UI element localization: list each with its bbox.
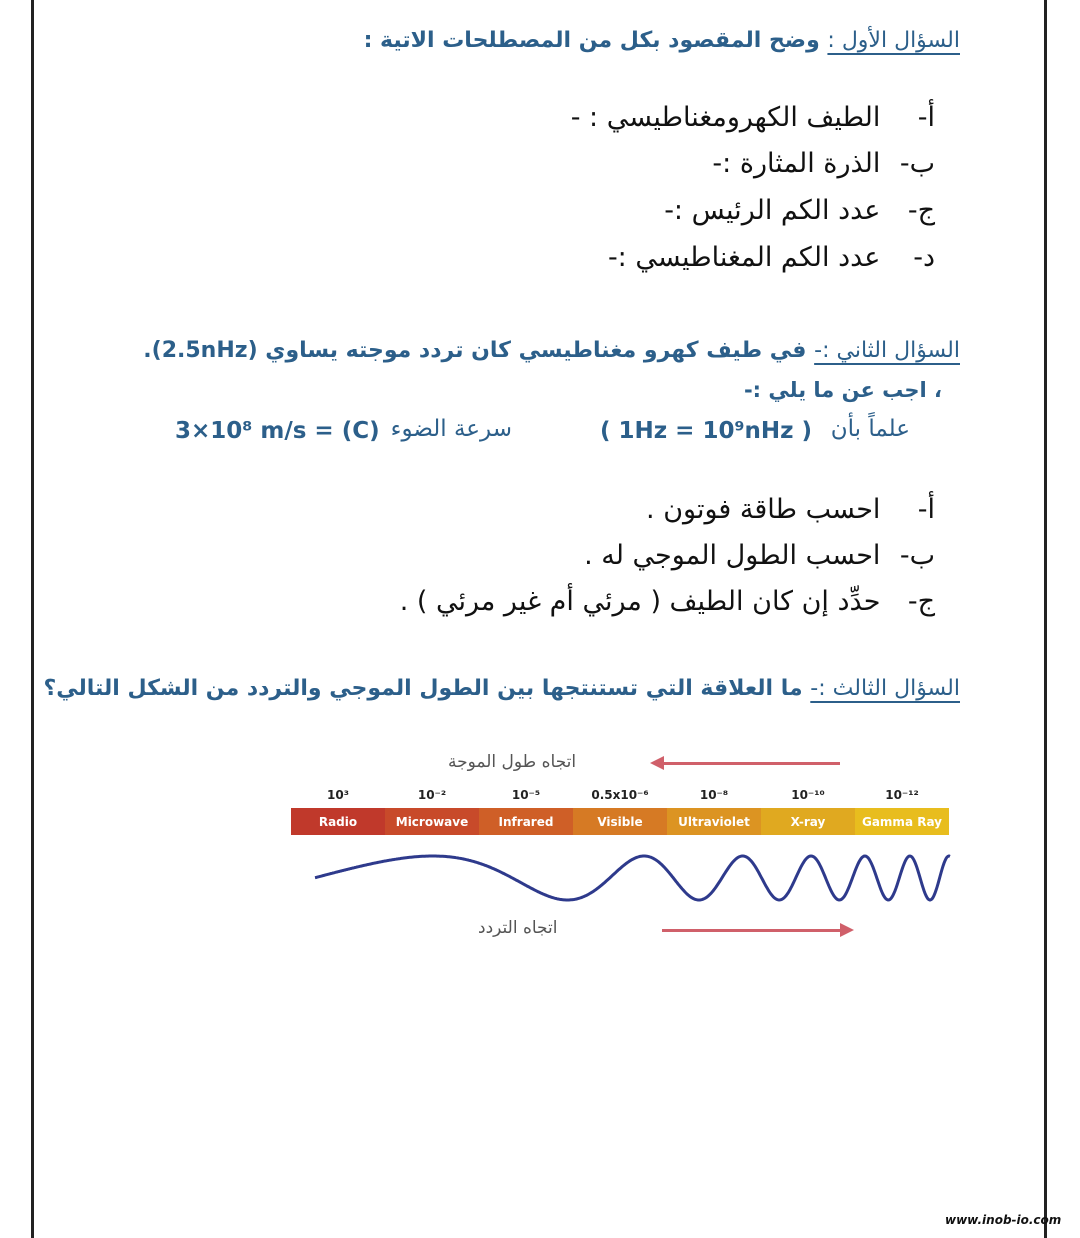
q1-item-text: الطيف الكهرومغناطيسي : -: [570, 102, 881, 133]
q2-item-c: [400, 586, 935, 617]
q1-label: السؤال الأول :: [827, 28, 960, 53]
wave-line: [315, 856, 950, 900]
band-visible: Visible: [573, 808, 667, 835]
q1-item-text: عدد الكم الرئيس :-: [664, 195, 881, 226]
speed-formula: 3×10⁸ m/s = (C): [175, 418, 380, 444]
q2-item-letter: ج-: [907, 586, 935, 617]
band-exponent: 10⁻⁵: [511, 788, 541, 802]
band-exponent: 10⁻¹²: [885, 788, 919, 802]
band-exponent: 10⁻⁸: [699, 788, 729, 802]
band-gamma-ray: Gamma Ray: [855, 808, 949, 835]
frequency-direction-arrow: [662, 929, 842, 932]
q2-item-text: احسب طاقة فوتون .: [646, 494, 881, 525]
q1-item-letter: ب-: [899, 148, 935, 179]
q1-item-letter: أ-: [917, 102, 935, 133]
q2-text: في طيف كهرو مغناطيسي كان تردد موجته يساوي (2.5nHz).: [143, 338, 807, 363]
band-exponent: 10⁻¹⁰: [791, 788, 825, 802]
q1-item-d: [608, 242, 935, 273]
wave-graphic: [310, 848, 955, 908]
wavelength-direction-label: اتجاه طول الموجة: [448, 752, 577, 772]
q2-item-letter: أ-: [917, 494, 935, 525]
q1-item-a: [571, 102, 935, 133]
q1-item-letter: د-: [913, 242, 935, 273]
q2-item-text: احسب الطول الموجي له .: [584, 540, 881, 571]
q1-item-text: عدد الكم المغناطيسي :-: [607, 242, 881, 273]
q1-item-text: الذرة المثارة :-: [712, 148, 881, 179]
q2-item-a: [646, 494, 935, 525]
q3-label: السؤال الثالث :-: [810, 676, 960, 701]
q2-instruction: ، اجب عن ما يلي :-: [743, 378, 942, 402]
q2-item-letter: ب-: [899, 540, 935, 571]
band-radio: Radio: [291, 808, 385, 835]
band-exponent: 10⁻²: [417, 788, 447, 802]
q1-item-b: [712, 148, 935, 179]
q2-item-text: حدِّد إن كان الطيف ( مرئي أم غير مرئي ) .: [399, 586, 881, 617]
band-exponent: 10³: [327, 788, 349, 802]
q2-item-b: [584, 540, 935, 571]
q2-label: السؤال الثاني :-: [814, 338, 960, 363]
q1-item-c: [664, 195, 935, 226]
page-border-right: [1044, 0, 1047, 1238]
frequency-direction-label: اتجاه التردد: [478, 918, 558, 938]
wavelength-direction-arrow: [662, 762, 840, 765]
q3-text: ما العلاقة التي تستنتجها بين الطول الموجي والتردد من الشكل التالي؟: [43, 676, 803, 701]
band-x-ray: X-ray: [761, 808, 855, 835]
q1-item-letter: ج-: [907, 195, 935, 226]
band-microwave: Microwave: [385, 808, 479, 835]
footer-site: www.inob-io.com: [945, 1213, 1062, 1227]
band-exponent: 0.5x10⁻⁶: [591, 788, 649, 802]
band-infrared: Infrared: [479, 808, 573, 835]
speed-label: سرعة الضوء: [390, 416, 512, 442]
q1-text: وضح المقصود بكل من المصطلحات الاتية :: [363, 28, 820, 53]
q2-heading: [143, 338, 960, 363]
spectrum-band-bar: [291, 808, 949, 835]
known-label: علماً بأن: [830, 416, 910, 442]
hz-conversion: ( 1Hz = 10⁹nHz ): [600, 418, 813, 444]
band-ultraviolet: Ultraviolet: [667, 808, 761, 835]
q3-heading: [44, 676, 960, 701]
q1-heading: [364, 28, 960, 53]
page-border-left: [31, 0, 34, 1238]
